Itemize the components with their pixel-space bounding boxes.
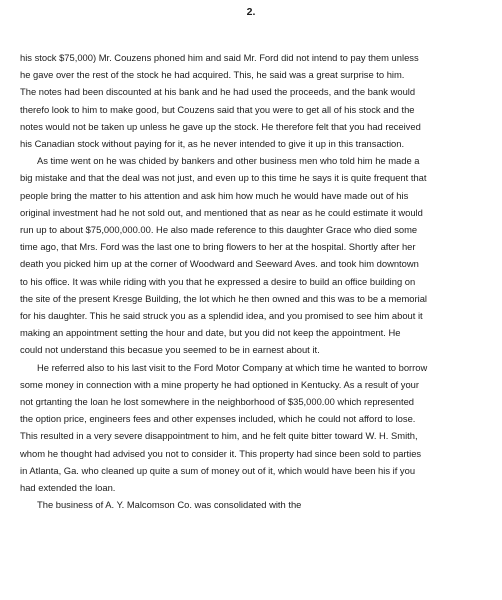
text-line: The notes had been discounted at his bank and he had used the proceeds, and the bank would <box>20 86 416 98</box>
letter-body <box>20 49 490 513</box>
page-number: 2. <box>246 6 256 18</box>
text-line: he gave over the rest of the stock he had acquired. This, he said was a great surprise to him. <box>20 69 405 81</box>
text-line: the site of the present Kresge Building, the lot which he then owned and this was to be a memorial <box>20 292 428 304</box>
text-line: original investment had he not sold out, and mentioned that as near as he could estimate it would <box>20 206 423 218</box>
text-line: notes would not be taken up unless he gave up the stock. He therefore felt that you had received <box>20 120 421 132</box>
text-line: time ago, that Mrs. Ford was the last one to bring flowers to her at the hospital. Shortly after her <box>20 241 416 253</box>
text-line: his Canadian stock without paying for it, as he never intended to give it up in this transaction. <box>20 138 405 150</box>
text-line: The business of A. Y. Malcomson Co. was consolidated with the <box>37 499 302 511</box>
text-line: whom he thought had advised you not to consider it. This property had since been sold to parties <box>20 447 422 459</box>
text-line: had extended the loan. <box>20 482 116 494</box>
text-line: therefo look to him to make good, but Couzens said that you were to get all of his stock and the <box>20 103 415 115</box>
text-line: not grtanting the loan he lost somewhere in the neighborhood of $35,000.00 which represented <box>20 396 415 408</box>
text-line: his stock $75,000) Mr. Couzens phoned him and said Mr. Ford did not intend to pay them unless <box>20 52 419 63</box>
text-line: could not understand this becasue you seemed to be in earnest about it. <box>20 344 320 356</box>
text-line: As time went on he was chided by bankers and other business men who told him he made a <box>37 155 420 167</box>
text-line: This resulted in a very severe disappointment to him, and he felt quite bitter toward W. H. Smith, <box>20 430 418 442</box>
text-line: the option price, engineers fees and other expenses included, which he could not afford to lose. <box>20 413 416 425</box>
text-line: making an appointment setting the hour and date, but you did not keep the appointment. He <box>20 327 401 339</box>
text-line: death you picked him up at the corner of Woodward and Seeward Aves. and took him downtown <box>20 258 419 270</box>
text-line: He referred also to his last visit to the Ford Motor Company at which time he wanted to borrow <box>37 361 428 373</box>
text-line: run up to about $75,000,000.00. He also made reference to this daughter Grace who died some <box>20 224 418 236</box>
text-line: to his office. It was while riding with you that he expressed a desire to build an office building on <box>20 275 416 287</box>
text-line: big mistake and that the deal was not just, and even up to this time he says it is quite frequent that <box>20 172 427 184</box>
text-line: some money in connection with a mine property he had optioned in Kentucky. As a result of your <box>20 378 420 390</box>
text-line: for his daughter. This he said struck you as a splendid idea, and you promised to see him about it <box>20 310 423 322</box>
text-line: in Atlanta, Ga. who cleaned up quite a sum of money out of it, which would have been his if you <box>20 464 416 476</box>
text-line: people bring the matter to his attention and ask him how much he would have made out of his <box>20 189 409 201</box>
